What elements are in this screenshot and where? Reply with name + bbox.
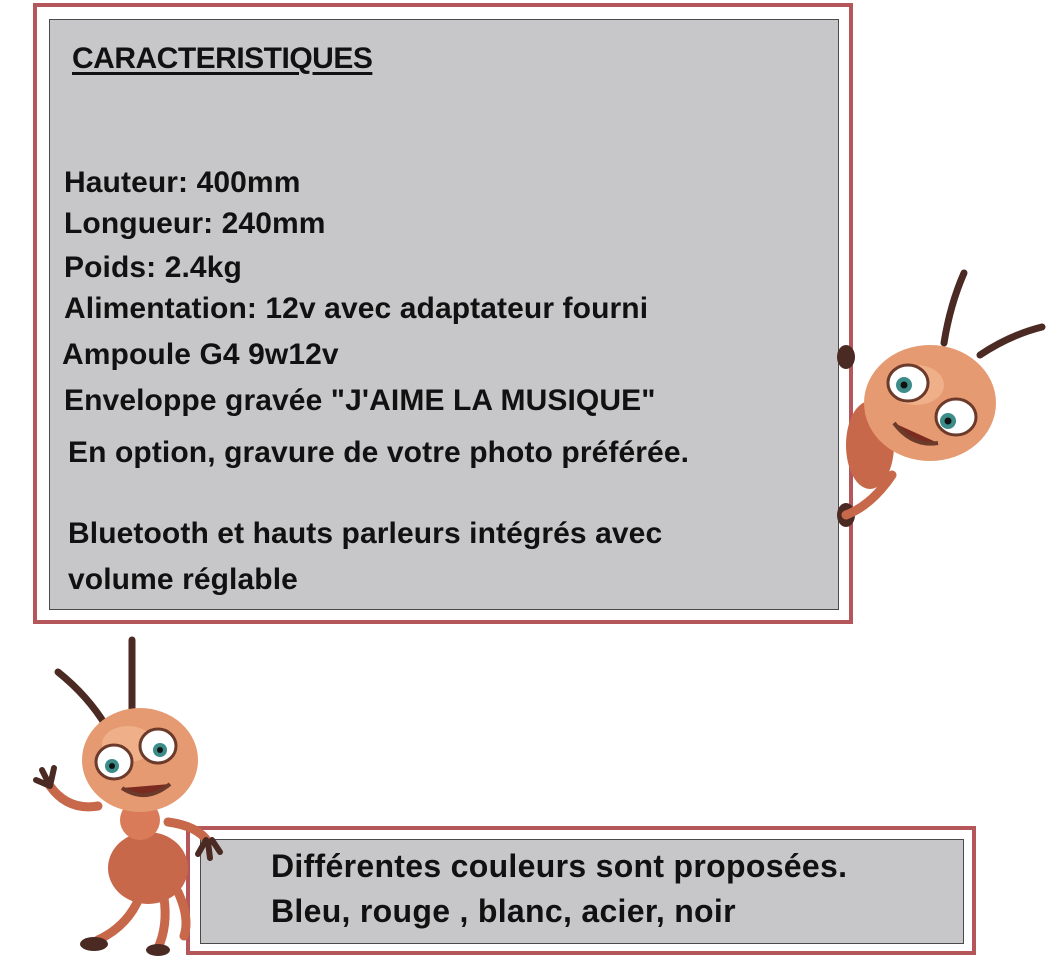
specs-heading: CARACTERISTIQUES xyxy=(72,42,373,75)
spec-engraving: Enveloppe gravée "J'AIME LA MUSIQUE" xyxy=(64,384,656,417)
colors-intro: Différentes couleurs sont proposées. xyxy=(271,848,848,884)
spec-length: Longueur: 240mm xyxy=(64,207,326,240)
specs-panel xyxy=(49,19,839,610)
spec-height: Hauteur: 400mm xyxy=(64,166,301,199)
spec-power: Alimentation: 12v avec adaptateur fourni xyxy=(64,292,649,325)
spec-bluetooth: Bluetooth et hauts parleurs intégrés avec xyxy=(68,517,663,550)
spec-weight: Poids: 2.4kg xyxy=(64,251,242,284)
colors-list: Bleu, rouge , blanc, acier, noir xyxy=(271,893,736,929)
colors-panel xyxy=(200,839,964,944)
spec-photo-option: En option, gravure de votre photo préférée. xyxy=(68,436,690,469)
spec-bulb: Ampoule G4 9w12v xyxy=(62,338,339,371)
waving-ant-illustration xyxy=(28,636,228,956)
colors-panel-frame xyxy=(186,826,976,955)
peeking-ant-illustration xyxy=(832,265,1050,535)
specs-panel-frame xyxy=(33,3,853,624)
spec-volume: volume réglable xyxy=(68,563,298,596)
